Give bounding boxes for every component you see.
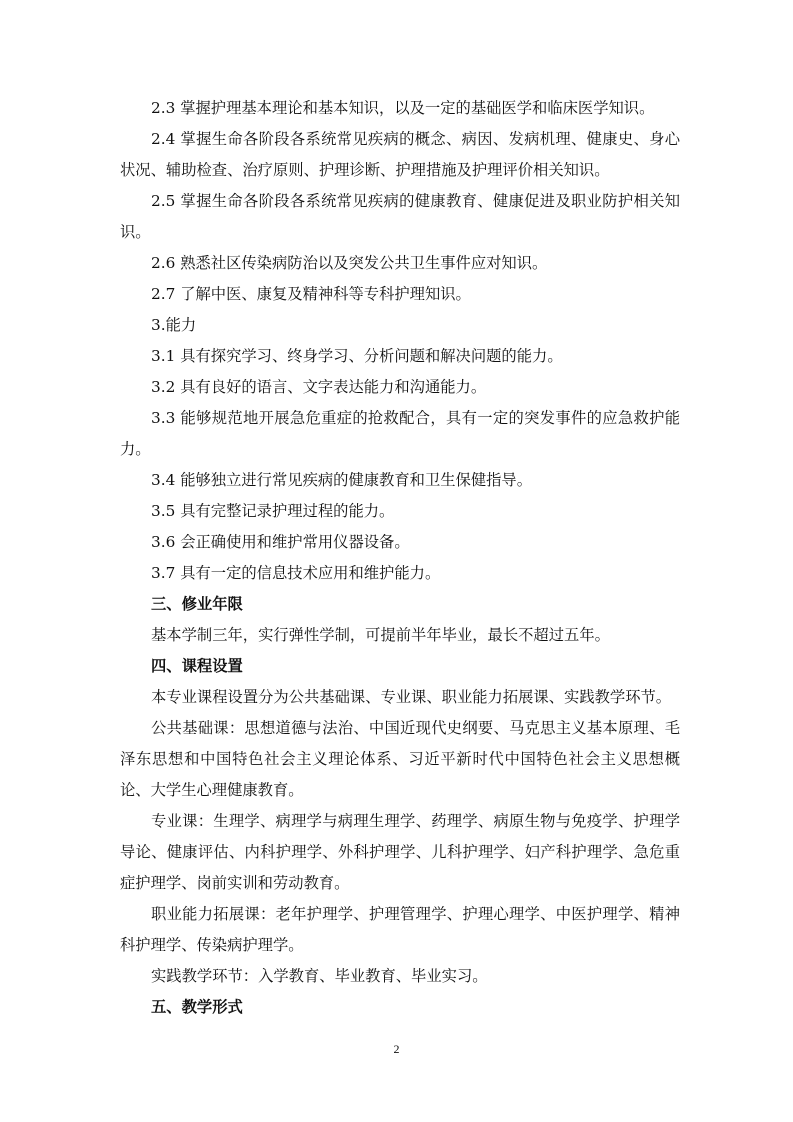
paragraph-2-3: 2.3 掌握护理基本理论和基本知识，以及一定的基础医学和临床医学知识。: [151, 99, 655, 117]
paragraph-3-6: 3.6 会正确使用和维护常用仪器设备。: [151, 533, 410, 551]
section-heading-teaching-form: 五、教学形式: [151, 998, 243, 1016]
paragraph-2-4: 2.4 掌握生命各阶段各系统常见疾病的概念、病因、发病机理、健康史、身心状况、辅助检查、治疗原则、护理诊断、护理措施及护理评价相关知识。: [120, 130, 680, 179]
section-heading-curriculum: 四、课程设置: [151, 657, 243, 675]
paragraph-3-7: 3.7 具有一定的信息技术应用和维护能力。: [151, 564, 441, 582]
paragraph-2-6: 2.6 熟悉社区传染病防治以及突发公共卫生事件应对知识。: [151, 254, 548, 272]
paragraph-2-7: 2.7 了解中医、康复及精神科等专科护理知识。: [151, 285, 471, 303]
paragraph-3-2: 3.2 具有良好的语言、文字表达能力和沟通能力。: [151, 378, 487, 396]
paragraph-2-5: 2.5 掌握生命各阶段各系统常见疾病的健康教育、健康促进及职业防护相关知识。: [120, 192, 680, 241]
document-body: [120, 93, 680, 1023]
paragraph-major-courses: 专业课：生理学、病理学与病理生理学、药理学、病原生物与免疫学、护理学导论、健康评估、内科护理学、外科护理学、儿科护理学、妇产科护理学、急危重症护理学、岗前实训和劳动教育。: [120, 812, 680, 892]
paragraph-practice: 实践教学环节：入学教育、毕业教育、毕业实习。: [151, 967, 488, 985]
subheading-ability: 3.能力: [151, 316, 197, 334]
paragraph-public-courses: 公共基础课：思想道德与法治、中国近现代史纲要、马克思主义基本原理、毛泽东思想和中国特色社会主义理论体系、习近平新时代中国特色社会主义思想概论、大学生心理健康教育。: [120, 719, 680, 799]
page-number: 2: [393, 1042, 400, 1056]
paragraph-3-4: 3.4 能够独立进行常见疾病的健康教育和卫生保健指导。: [151, 471, 533, 489]
paragraph-3-1: 3.1 具有探究学习、终身学习、分析问题和解决问题的能力。: [151, 347, 563, 365]
paragraph-3-3: 3.3 能够规范地开展急危重症的抢救配合，具有一定的突发事件的应急救护能力。: [120, 409, 680, 458]
paragraph-curriculum-overview: 本专业课程设置分为公共基础课、专业课、职业能力拓展课、实践教学环节。: [151, 688, 672, 706]
paragraph-3-5: 3.5 具有完整记录护理过程的能力。: [151, 502, 395, 520]
section-heading-duration: 三、修业年限: [151, 595, 243, 613]
paragraph-duration: 基本学制三年，实行弹性学制，可提前半年毕业，最长不超过五年。: [151, 626, 610, 644]
paragraph-extension-courses: 职业能力拓展课：老年护理学、护理管理学、护理心理学、中医护理学、精神科护理学、传染病护理学。: [120, 905, 680, 954]
